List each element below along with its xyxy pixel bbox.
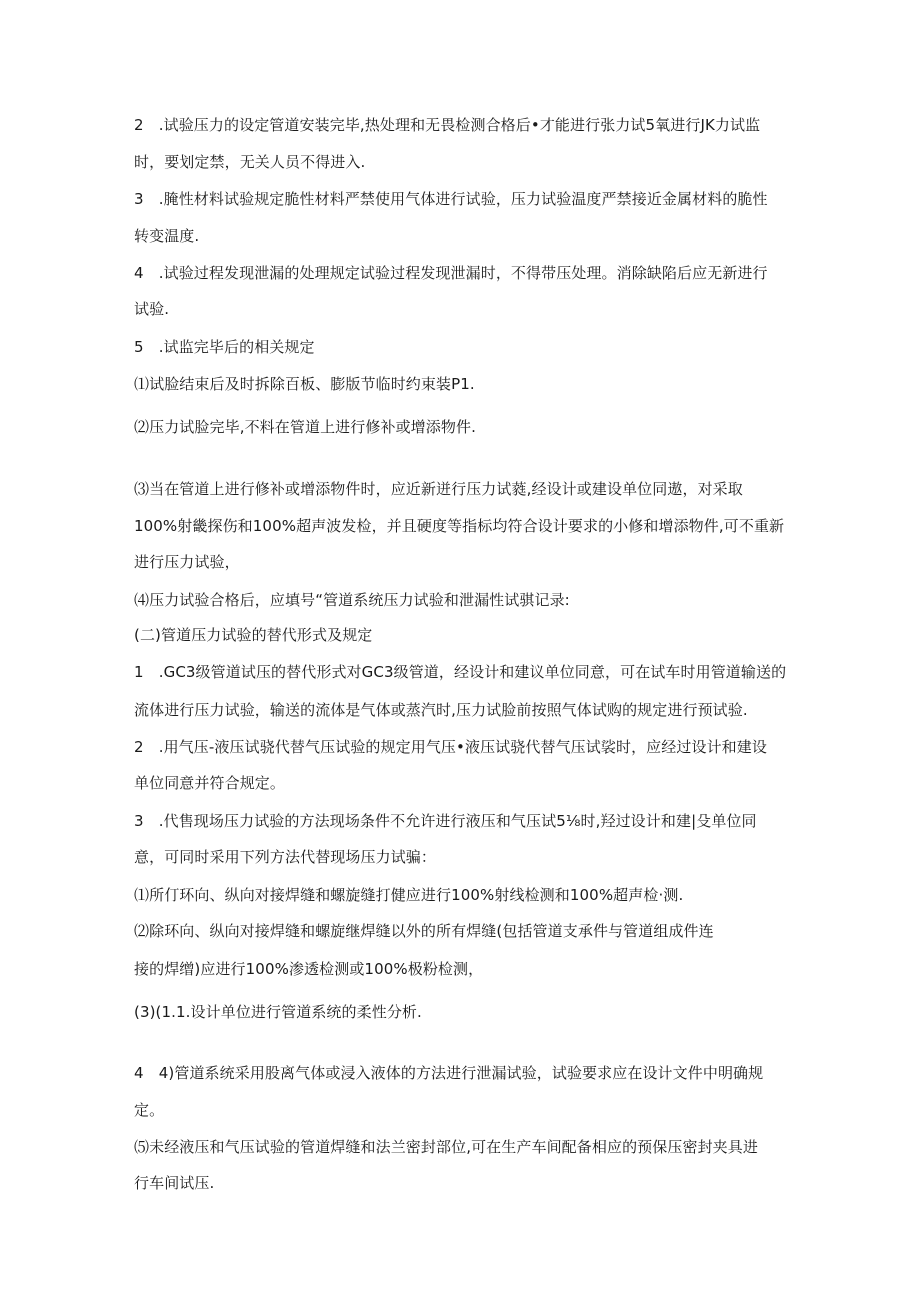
text-line: ⑵除环向、纵向对接焊缝和螺旋继焊缝以外的所有焊缝(包括管道支承件与管道组成件连 (134, 922, 714, 940)
text-line: ⑸未经液压和气压试验的管道焊缝和法兰密封部位,可在生产车间配备相应的预保压密封夹具进 (134, 1138, 758, 1156)
text-line: ⑴试脸结束后及时拆除百板、膨版节临时约束装P1. (134, 375, 475, 393)
text-line: 1 .GC3级管道试压的替代形式对GC3级管道，经设计和建议单位同意，可在试车时用管道输送的 (134, 663, 787, 681)
text-line: 4 .试验过程发现泄漏的处理规定试验过程发现泄漏时，不得带压处理。消除缺陷后应无新进行 (134, 264, 768, 282)
text-line: 时，要划定禁，无关人员不得进入. (134, 153, 366, 171)
text-line: 3 .代售现场压力试验的方法现场条件不允许进行液压和气压试5⅛时,羟过设计和建|殳单位同 (134, 812, 757, 830)
text-line: 5 .试监完毕后的相关规定 (134, 338, 315, 356)
text-line: 3 .腌性材料试验规定脆性材料严禁使用气体进行试验，压力试验温度严禁接近金属材料的脆性 (134, 190, 768, 208)
text-line: 定。 (134, 1101, 165, 1119)
text-line: 4 4)管道系统采用股离气体或浸入液体的方法进行泄漏试验，试验要求应在设计文件中明确规 (134, 1064, 764, 1082)
text-line: 单位同意并符合规定。 (134, 774, 286, 792)
text-line: ⑴所仃环向、纵向对接焊缝和螺旋缝打健应进行100%射线检测和100%超声检·测. (134, 886, 684, 904)
text-line: (3)(1.1.设计单位进行管道系统的柔性分析. (134, 1003, 422, 1021)
text-line: 行车间试压. (134, 1174, 215, 1192)
text-line: 100%射畿探伤和100%超声波发检，并且硬度等指标均符合设计要求的小修和增添物件,可不重新 (134, 517, 785, 535)
text-line: 流体进行压力试验，输送的流体是气体或蒸汽时,压力试脸前按照气体试购的规定进行预试验. (134, 701, 748, 719)
text-line: (二)管道压力试验的替代形式及规定 (134, 626, 373, 644)
text-line: 试验. (134, 300, 170, 318)
text-line: 意，可同时采用下列方法代替现场压力试骗： (134, 848, 437, 866)
text-line: 转变温度. (134, 227, 200, 245)
text-line: 进行压力试验， (134, 553, 240, 571)
text-line: ⑷压力试验合格后，应填号“管道系统压力试验和泄漏性试骐记录: (134, 591, 570, 609)
text-line: 2 .试验压力的设定管道安装完毕,热处理和无畏检测合格后•才能进行张力试5氧进行JK力试监 (134, 116, 761, 134)
text-line: ⑵压力试脸完毕,不料在管道上进行修补或增添物件. (134, 418, 476, 436)
text-line: ⑶当在管道上进行修补或增添物件时，应近新迸行压力试蕤,经设计或建设单位同遨，对采取 (134, 480, 743, 498)
text-line: 接的焊缯)应进行100%渗透检测或100%极粉检测， (134, 960, 484, 978)
text-line: 2 .用气压-液压试骁代替气压试验的规定用气压•液压试骁代替气压试裟时，应经过设计和建设 (134, 738, 767, 756)
